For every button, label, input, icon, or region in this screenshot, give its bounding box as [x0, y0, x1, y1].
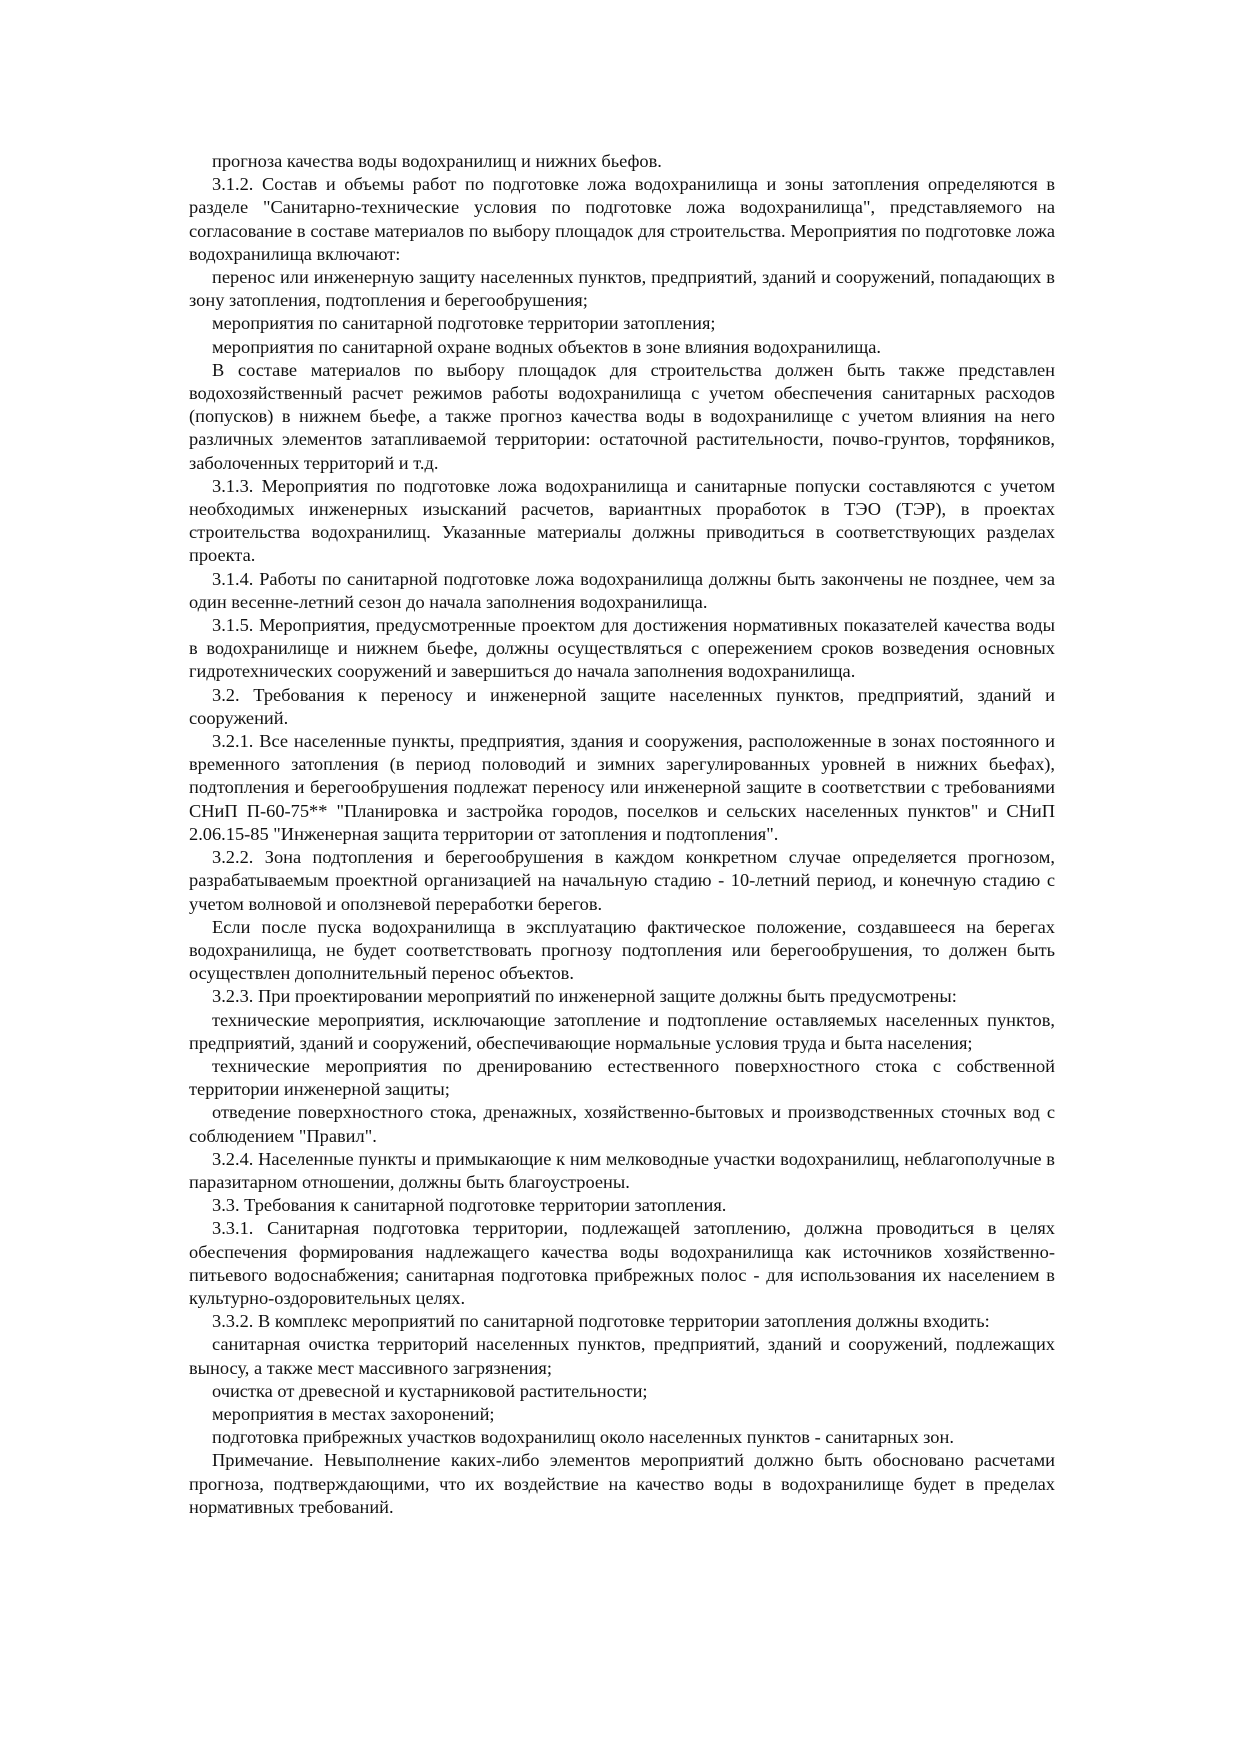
list-item: санитарная очистка территорий населенных пунктов, предприятий, зданий и сооружений, подлежащих выносу, а также мест массивного загрязнения; [189, 1334, 1055, 1378]
paragraph: 3.3.1. Санитарная подготовка территории, подлежащей затоплению, должна проводиться в целях обеспечения формирования надлежащего качества воды водохранилища как источников хозяйственно-питьевого водоснабжения; санитарная подготовка прибрежных полос - для использования их населением в культурно-оздоровительных целях. [189, 1218, 1055, 1308]
list-item: отведение поверхностного стока, дренажных, хозяйственно-бытовых и производственных сточных вод с соблюдением "Правил". [189, 1102, 1055, 1146]
paragraph: 3.3.2. В комплекс мероприятий по санитарной подготовке территории затопления должны входить: [212, 1311, 990, 1332]
document-body [189, 150, 1055, 1519]
list-item: технические мероприятия, исключающие затопление и подтопление оставляемых населенных пунктов, предприятий, зданий и сооружений, обеспечивающие нормальные условия труда и быта населения; [189, 1009, 1055, 1053]
paragraph: 3.1.3. Мероприятия по подготовке ложа водохранилища и санитарные попуски составляются с учетом необходимых инженерных изысканий расчетов, вариантных проработок в ТЭО (ТЭР), в проектах строительства водохранилищ. Указанные материалы должны приводиться в соответствующих разделах проекта. [189, 475, 1055, 566]
paragraph: 3.2.2. Зона подтопления и берегообрушения в каждом конкретном случае определяется прогнозом, разрабатываемым проектной организацией на начальную стадию - 10-летний период, и конечную стадию с учетом волновой и оползневой переработки берегов. [189, 847, 1055, 914]
list-item: очистка от древесной и кустарниковой растительности; [212, 1380, 648, 1401]
list-item: подготовка прибрежных участков водохранилищ около населенных пунктов - санитарных зон. [212, 1427, 954, 1448]
list-item: мероприятия по санитарной охране водных объектов в зоне влияния водохранилища. [212, 336, 882, 357]
note-paragraph: Примечание. Невыполнение каких-либо элементов мероприятий должно быть обосновано расчетами прогноза, подтверждающими, что их воздействие на качество воды в водохранилище будет в пределах нормативных требований. [189, 1450, 1055, 1517]
paragraph: 3.1.4. Работы по санитарной подготовке ложа водохранилища должны быть закончены не позднее, чем за один весенне-летний сезон до начала заполнения водохранилища. [189, 568, 1055, 612]
list-item: перенос или инженерную защиту населенных пунктов, предприятий, зданий и сооружений, попадающих в зону затопления, подтопления и берегообрушения; [189, 267, 1055, 311]
section-heading: 3.2. Требования к переносу и инженерной защите населенных пунктов, предприятий, зданий и сооружений. [189, 684, 1055, 728]
paragraph: 3.2.1. Все населенные пункты, предприятия, здания и сооружения, расположенные в зонах постоянного и временного затопления (в период половодий и зимних зарегулированных уровней в нижних бьефах), подтопления и берегообрушения подлежат переносу или инженерной защите в соответствии с требованиями СНиП П-60-75** "Планировка и застройка городов, поселков и сельских населенных пунктов" и СНиП 2.06.15-85 "Инженерная защита территории от затопления и подтопления". [189, 731, 1055, 844]
paragraph: 3.2.3. При проектировании мероприятий по инженерной защите должны быть предусмотрены: [212, 986, 957, 1007]
list-item: мероприятия по санитарной подготовке территории затопления; [212, 313, 716, 334]
paragraph: прогноза качества воды водохранилищ и нижних бьефов. [212, 151, 662, 171]
list-item: мероприятия в местах захоронений; [212, 1403, 495, 1424]
section-heading: 3.3. Требования к санитарной подготовке территории затопления. [212, 1195, 727, 1216]
paragraph: 3.2.4. Населенные пункты и примыкающие к ним мелководные участки водохранилищ, неблагополучные в паразитарном отношении, должны быть благоустроены. [189, 1148, 1055, 1192]
paragraph: В составе материалов по выбору площадок для строительства должен быть также представлен водохозяйственный расчет режимов работы водохранилища с учетом обеспечения санитарных расходов (попусков) в нижнем бьефе, а также прогноз качества воды в водохранилище с учетом влияния на него различных элементов затапливаемой территории: остаточной растительности, почво-грунтов, торфяников, заболоченных территорий и т.д. [189, 359, 1055, 473]
paragraph: 3.1.5. Мероприятия, предусмотренные проектом для достижения нормативных показателей качества воды в водохранилище и нижнем бьефе, должны осуществляться с опережением сроков возведения основных гидротехнических сооружений и завершиться до начала заполнения водохранилища. [189, 615, 1055, 682]
paragraph: Если после пуска водохранилища в эксплуатацию фактическое положение, создавшееся на берегах водохранилища, не будет соответствовать прогнозу подтопления или берегообрушения, то должен быть осуществлен дополнительный перенос объектов. [189, 916, 1055, 984]
list-item: технические мероприятия по дренированию естественного поверхностного стока с собственной территории инженерной защиты; [189, 1055, 1055, 1100]
paragraph: 3.1.2. Состав и объемы работ по подготовке ложа водохранилища и зоны затопления определяются в разделе "Санитарно-технические условия по подготовке ложа водохранилища", представляемого на согласование в составе материалов по выбору площадок для строительства. Мероприятия по подготовке ложа водохранилища включают: [189, 174, 1055, 264]
